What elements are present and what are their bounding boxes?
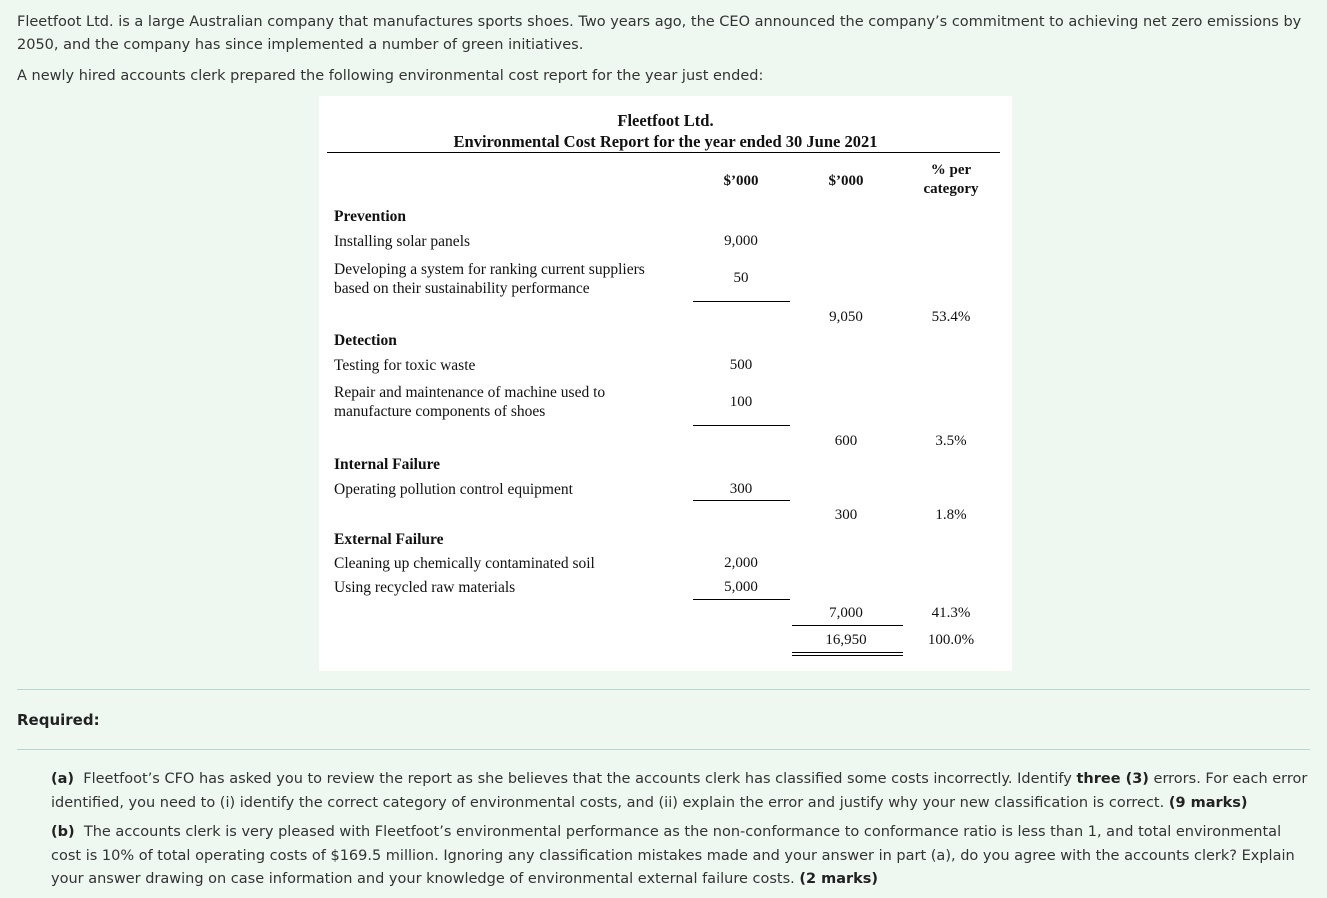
prevention-item1-label: Installing solar panels: [334, 233, 471, 250]
detection-item1-value: 500: [729, 357, 753, 373]
detection-subtotal: 600: [834, 433, 858, 449]
report-company-name: Fleetfoot Ltd.: [617, 111, 714, 130]
question-a-bold: three (3): [1076, 771, 1149, 787]
detection-percent: 3.5%: [935, 433, 967, 449]
external-item2-value: 5,000: [724, 579, 758, 595]
double-underline-top: [792, 652, 903, 653]
prevention-item2-label-line1: Developing a system for ranking current suppliers: [334, 261, 645, 278]
prevention-item2-value: 50: [733, 270, 749, 286]
prevention-subtotal-rule: [693, 301, 790, 302]
section-divider-top: [17, 689, 1310, 690]
question-a-text2: errors. For each error identified, you need to (i) identify the correct category of environmental costs, and (ii) explain the error and justify why your new classification is correct.: [51, 771, 1308, 811]
col3-header-line2: category: [923, 181, 979, 197]
internal-subtotal: 300: [834, 507, 858, 523]
internal-percent: 1.8%: [935, 507, 967, 523]
intro-text: [17, 11, 1312, 88]
detection-subtotal-rule: [693, 425, 790, 426]
environmental-cost-report: [319, 96, 1012, 671]
internal-item1-value: 300: [729, 481, 753, 497]
category-external-failure: External Failure: [334, 531, 444, 548]
col3-header-line1: % per: [930, 162, 972, 178]
prevention-item2-label-line2: based on their sustainability performance: [334, 280, 590, 297]
external-item1-label: Cleaning up chemically contaminated soil: [334, 555, 595, 572]
question-a-marks: (9 marks): [1168, 794, 1248, 811]
question-b: [51, 821, 1313, 892]
question-a: [51, 768, 1313, 815]
double-underline-bottom: [792, 655, 903, 656]
grand-total-percent: 100.0%: [927, 632, 975, 648]
prevention-percent: 53.4%: [931, 309, 971, 325]
question-a-text: Fleetfoot’s CFO has asked you to review the report as she believes that the accounts clerk has classified some costs incorrectly. Identify: [83, 771, 1072, 787]
detection-item2-label-line2: manufacture components of shoes: [334, 403, 546, 420]
prevention-item1-value: 9,000: [724, 233, 758, 249]
external-subtotal-rule: [693, 599, 790, 600]
questions: [51, 768, 1313, 898]
question-b-marks: (2 marks): [799, 871, 879, 887]
question-b-prefix: (b): [51, 824, 75, 840]
external-item1-value: 2,000: [724, 555, 758, 571]
col1-header: $’000: [723, 173, 759, 189]
internal-item1-label: Operating pollution control equipment: [334, 481, 573, 498]
total-rule: [792, 625, 903, 626]
required-heading: Required:: [17, 711, 100, 729]
external-subtotal: 7,000: [829, 605, 863, 621]
col2-header: $’000: [828, 173, 864, 189]
detection-item2-label-line1: Repair and maintenance of machine used to: [334, 384, 606, 401]
col3-header: [904, 161, 998, 199]
grand-total: 16,950: [825, 632, 867, 648]
detection-item1-label: Testing for toxic waste: [334, 357, 476, 374]
title-underline: [327, 152, 1000, 153]
category-prevention: Prevention: [334, 208, 407, 225]
section-divider-bottom: [17, 749, 1310, 750]
external-percent: 41.3%: [931, 605, 971, 621]
question-b-text: The accounts clerk is very pleased with Fleetfoot’s environmental performance as the non-conformance to conformance ratio is less than 1, and total environmental cost is 10% of total operating costs of $169.5 million. Ignoring any classification mistakes made and your answer in part (a), do you agree with the accounts clerk? Explain your answer drawing on case information and your knowledge of environmental external failure costs.: [51, 824, 1295, 887]
category-internal-failure: Internal Failure: [334, 456, 441, 473]
intro-paragraph-1: Fleetfoot Ltd. is a large Australian company that manufactures sports shoes. Two years ago, the CEO announced the company’s commitment to achieving net zero emissions by 2050, and the company has since implemented a number of green initiatives.: [17, 14, 1302, 53]
detection-item2-label: [334, 383, 605, 421]
question-a-prefix: (a): [51, 771, 75, 787]
detection-item2-value: 100: [729, 394, 753, 410]
intro-paragraph-2: A newly hired accounts clerk prepared the following environmental cost report for the year just ended:: [17, 68, 764, 84]
external-item2-label: Using recycled raw materials: [334, 579, 516, 596]
category-detection: Detection: [334, 332, 397, 349]
internal-subtotal-rule: [693, 500, 790, 501]
report-title: Environmental Cost Report for the year ended 30 June 2021: [453, 132, 878, 151]
prevention-item2-label: [334, 260, 645, 298]
prevention-subtotal: 9,050: [829, 309, 863, 325]
